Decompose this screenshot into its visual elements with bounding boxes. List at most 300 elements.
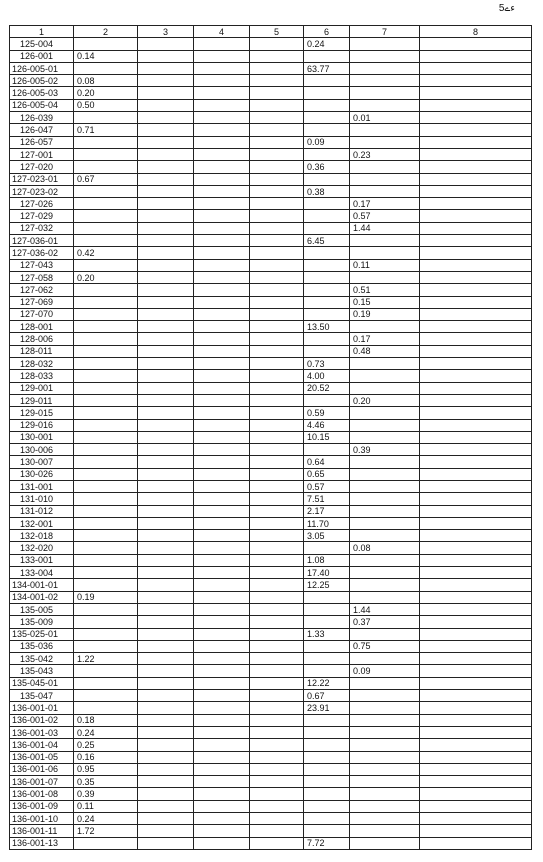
cell-col-6 [304,591,350,603]
table-row [10,813,532,825]
cell-col-4 [194,554,250,566]
table-row [10,124,532,136]
cell-col-4 [194,247,250,259]
cell-code: 126-047 [10,124,74,136]
cell-col-2 [74,579,138,591]
cell-code: 135-005 [10,603,74,615]
cell-col-3 [138,185,194,197]
cell-code: 135-043 [10,665,74,677]
data-table [9,25,532,850]
cell-col-8 [420,296,532,308]
cell-col-2 [74,431,138,443]
cell-code: 130-001 [10,431,74,443]
cell-col-2 [74,382,138,394]
cell-col-2 [74,690,138,702]
cell-code: 127-043 [10,259,74,271]
cell-col-5 [250,628,304,640]
cell-col-4 [194,173,250,185]
cell-col-3 [138,579,194,591]
cell-col-6 [304,751,350,763]
cell-code: 128-006 [10,333,74,345]
cell-code: 127-023-02 [10,185,74,197]
cell-col-7 [350,431,420,443]
table-row [10,468,532,480]
cell-col-3 [138,603,194,615]
cell-col-6 [304,308,350,320]
table-row [10,505,532,517]
cell-col-8 [420,284,532,296]
cell-col-8 [420,99,532,111]
cell-code: 136-001-01 [10,702,74,714]
cell-col-7: 0.09 [350,665,420,677]
table-row [10,800,532,812]
cell-col-7 [350,800,420,812]
cell-col-5 [250,726,304,738]
cell-col-7 [350,235,420,247]
cell-col-3 [138,726,194,738]
cell-code: 127-070 [10,308,74,320]
cell-code: 127-026 [10,198,74,210]
cell-col-4 [194,321,250,333]
cell-col-7 [350,75,420,87]
cell-col-3 [138,382,194,394]
cell-col-8 [420,62,532,74]
cell-col-2 [74,468,138,480]
cell-col-3 [138,62,194,74]
cell-col-4 [194,148,250,160]
cell-col-7: 0.39 [350,444,420,456]
cell-col-4 [194,628,250,640]
cell-col-6: 0.57 [304,480,350,492]
cell-col-7 [350,247,420,259]
cell-col-2 [74,148,138,160]
cell-code: 136-001-04 [10,739,74,751]
cell-col-2 [74,112,138,124]
cell-col-4 [194,776,250,788]
table-row [10,726,532,738]
cell-col-2 [74,493,138,505]
cell-col-4 [194,358,250,370]
cell-col-2: 0.50 [74,99,138,111]
cell-code: 133-004 [10,567,74,579]
cell-code: 132-020 [10,542,74,554]
cell-col-4 [194,407,250,419]
cell-col-7 [350,628,420,640]
cell-col-2 [74,665,138,677]
cell-code: 126-039 [10,112,74,124]
cell-col-8 [420,271,532,283]
cell-col-7 [350,653,420,665]
cell-col-7 [350,87,420,99]
cell-col-4 [194,198,250,210]
cell-code: 126-005-02 [10,75,74,87]
cell-col-8 [420,456,532,468]
cell-col-2: 0.71 [74,124,138,136]
cell-col-4 [194,530,250,542]
cell-col-2 [74,210,138,222]
table-row [10,431,532,443]
cell-col-4 [194,308,250,320]
cell-col-3 [138,702,194,714]
table-row [10,112,532,124]
cell-col-3 [138,38,194,50]
cell-code: 134-001-01 [10,579,74,591]
cell-col-2: 0.08 [74,75,138,87]
cell-col-5 [250,247,304,259]
table-row [10,456,532,468]
cell-col-7 [350,763,420,775]
cell-col-2 [74,38,138,50]
cell-col-4 [194,222,250,234]
cell-col-3 [138,358,194,370]
cell-code: 127-069 [10,296,74,308]
cell-code: 127-023-01 [10,173,74,185]
cell-col-7 [350,837,420,849]
cell-col-7 [350,739,420,751]
cell-code: 125-004 [10,38,74,50]
table-row [10,382,532,394]
cell-col-3 [138,161,194,173]
cell-col-5 [250,603,304,615]
cell-col-6: 1.33 [304,628,350,640]
cell-col-3 [138,284,194,296]
cell-col-3 [138,394,194,406]
cell-code: 136-001-03 [10,726,74,738]
table-body [10,38,532,850]
column-header-3: 3 [138,26,194,38]
cell-col-8 [420,247,532,259]
column-header-5: 5 [250,26,304,38]
cell-col-5 [250,38,304,50]
cell-col-7: 1.44 [350,603,420,615]
table-row [10,603,532,615]
cell-col-7 [350,99,420,111]
cell-col-4 [194,75,250,87]
cell-col-7: 0.08 [350,542,420,554]
cell-col-8 [420,591,532,603]
cell-col-6 [304,296,350,308]
cell-col-4 [194,714,250,726]
cell-col-4 [194,87,250,99]
table-row [10,247,532,259]
cell-col-5 [250,751,304,763]
cell-col-5 [250,333,304,345]
cell-col-2 [74,530,138,542]
cell-col-2: 0.42 [74,247,138,259]
table-row [10,444,532,456]
cell-col-7: 1.44 [350,222,420,234]
cell-col-6: 0.38 [304,185,350,197]
cell-col-8 [420,776,532,788]
cell-col-6 [304,173,350,185]
cell-col-8 [420,444,532,456]
cell-col-2: 0.20 [74,87,138,99]
cell-col-4 [194,480,250,492]
cell-col-4 [194,616,250,628]
cell-col-5 [250,653,304,665]
cell-col-4 [194,567,250,579]
cell-col-3 [138,136,194,148]
cell-code: 127-036-01 [10,235,74,247]
cell-col-8 [420,431,532,443]
table-row [10,321,532,333]
cell-col-6: 0.64 [304,456,350,468]
cell-col-2: 0.16 [74,751,138,763]
cell-col-7 [350,468,420,480]
cell-col-6 [304,800,350,812]
cell-col-5 [250,284,304,296]
table-row [10,308,532,320]
table-row [10,480,532,492]
cell-col-6 [304,124,350,136]
cell-col-6 [304,813,350,825]
cell-col-3 [138,505,194,517]
cell-col-4 [194,161,250,173]
cell-col-7 [350,825,420,837]
cell-col-5 [250,87,304,99]
cell-col-4 [194,788,250,800]
cell-col-3 [138,788,194,800]
cell-col-5 [250,62,304,74]
cell-col-2 [74,259,138,271]
cell-col-5 [250,259,304,271]
table-row [10,87,532,99]
cell-col-4 [194,419,250,431]
cell-code: 136-001-10 [10,813,74,825]
cell-col-7 [350,407,420,419]
cell-col-2: 0.24 [74,726,138,738]
cell-col-3 [138,653,194,665]
cell-col-8 [420,603,532,615]
table-row [10,530,532,542]
cell-col-4 [194,505,250,517]
cell-col-2: 0.14 [74,50,138,62]
cell-col-8 [420,222,532,234]
cell-col-3 [138,813,194,825]
cell-col-3 [138,554,194,566]
cell-col-3 [138,222,194,234]
cell-col-8 [420,542,532,554]
cell-col-5 [250,345,304,357]
cell-col-2 [74,407,138,419]
cell-code: 136-001-05 [10,751,74,763]
cell-col-7 [350,271,420,283]
cell-col-8 [420,124,532,136]
cell-col-7 [350,726,420,738]
cell-col-5 [250,173,304,185]
cell-col-6 [304,739,350,751]
cell-col-4 [194,739,250,751]
cell-col-8 [420,75,532,87]
cell-code: 129-011 [10,394,74,406]
cell-col-8 [420,173,532,185]
cell-code: 136-001-06 [10,763,74,775]
cell-code: 127-032 [10,222,74,234]
cell-col-7: 0.15 [350,296,420,308]
cell-col-5 [250,554,304,566]
cell-col-2 [74,136,138,148]
table-row [10,788,532,800]
cell-col-7: 0.17 [350,333,420,345]
cell-col-6: 12.25 [304,579,350,591]
cell-col-2 [74,603,138,615]
cell-col-3 [138,50,194,62]
cell-col-6 [304,653,350,665]
cell-col-6 [304,210,350,222]
table-row [10,271,532,283]
table-row [10,517,532,529]
cell-col-6 [304,616,350,628]
cell-col-6 [304,75,350,87]
cell-col-8 [420,198,532,210]
cell-col-3 [138,690,194,702]
cell-col-5 [250,480,304,492]
cell-col-7: 0.48 [350,345,420,357]
cell-col-3 [138,444,194,456]
cell-col-4 [194,542,250,554]
cell-col-3 [138,345,194,357]
cell-col-3 [138,247,194,259]
cell-col-6 [304,284,350,296]
cell-col-6 [304,87,350,99]
table-row [10,579,532,591]
cell-col-6 [304,394,350,406]
cell-code: 131-001 [10,480,74,492]
table-row [10,75,532,87]
cell-col-2: 0.20 [74,271,138,283]
table-row [10,493,532,505]
cell-col-6 [304,247,350,259]
table-row [10,333,532,345]
cell-col-7 [350,456,420,468]
cell-col-4 [194,136,250,148]
cell-col-7 [350,493,420,505]
cell-col-2 [74,370,138,382]
cell-col-4 [194,333,250,345]
cell-col-6 [304,444,350,456]
cell-col-7: 0.20 [350,394,420,406]
cell-col-5 [250,788,304,800]
cell-col-2: 0.25 [74,739,138,751]
cell-col-4 [194,271,250,283]
cell-col-3 [138,837,194,849]
cell-col-6: 0.24 [304,38,350,50]
cell-col-6 [304,222,350,234]
cell-col-2 [74,235,138,247]
table-row [10,173,532,185]
cell-col-4 [194,50,250,62]
cell-col-2 [74,480,138,492]
cell-col-4 [194,603,250,615]
cell-code: 136-001-02 [10,714,74,726]
table-row [10,837,532,849]
cell-code: 130-007 [10,456,74,468]
cell-col-2 [74,554,138,566]
cell-code: 136-001-07 [10,776,74,788]
table-row [10,198,532,210]
column-header-7: 7 [350,26,420,38]
table-row [10,284,532,296]
cell-col-2: 0.18 [74,714,138,726]
cell-col-6 [304,259,350,271]
cell-col-5 [250,185,304,197]
cell-col-5 [250,665,304,677]
cell-col-6: 12.22 [304,677,350,689]
cell-col-5 [250,444,304,456]
table-row [10,419,532,431]
table-row [10,407,532,419]
cell-code: 127-062 [10,284,74,296]
cell-col-2: 1.72 [74,825,138,837]
cell-col-6: 17.40 [304,567,350,579]
cell-col-3 [138,370,194,382]
cell-col-5 [250,136,304,148]
table-row [10,136,532,148]
cell-col-4 [194,62,250,74]
cell-col-8 [420,763,532,775]
cell-col-6 [304,271,350,283]
cell-code: 127-029 [10,210,74,222]
table-row [10,222,532,234]
cell-col-6: 63.77 [304,62,350,74]
cell-col-5 [250,825,304,837]
cell-col-2 [74,198,138,210]
cell-col-6: 3.05 [304,530,350,542]
table-row [10,640,532,652]
cell-col-4 [194,456,250,468]
cell-col-3 [138,321,194,333]
cell-col-3 [138,210,194,222]
cell-col-3 [138,419,194,431]
cell-col-6 [304,542,350,554]
table-row [10,677,532,689]
cell-col-6 [304,345,350,357]
cell-code: 136-001-11 [10,825,74,837]
cell-col-8 [420,333,532,345]
cell-col-5 [250,210,304,222]
cell-col-8 [420,210,532,222]
table-row [10,259,532,271]
cell-col-7 [350,358,420,370]
cell-col-6: 1.08 [304,554,350,566]
cell-col-2: 0.11 [74,800,138,812]
cell-col-7: 0.23 [350,148,420,160]
cell-code: 132-001 [10,517,74,529]
cell-col-8 [420,714,532,726]
cell-col-7: 0.57 [350,210,420,222]
cell-col-7 [350,591,420,603]
cell-col-8 [420,370,532,382]
cell-col-8 [420,653,532,665]
table-row [10,50,532,62]
cell-code: 133-001 [10,554,74,566]
cell-col-2 [74,333,138,345]
cell-col-8 [420,640,532,652]
cell-col-4 [194,763,250,775]
cell-col-2 [74,505,138,517]
cell-col-6 [304,776,350,788]
cell-col-2 [74,702,138,714]
cell-col-6: 6.45 [304,235,350,247]
cell-col-6 [304,714,350,726]
cell-col-5 [250,50,304,62]
cell-col-4 [194,591,250,603]
cell-col-2 [74,444,138,456]
cell-col-3 [138,296,194,308]
cell-col-5 [250,407,304,419]
cell-col-8 [420,493,532,505]
cell-col-4 [194,296,250,308]
